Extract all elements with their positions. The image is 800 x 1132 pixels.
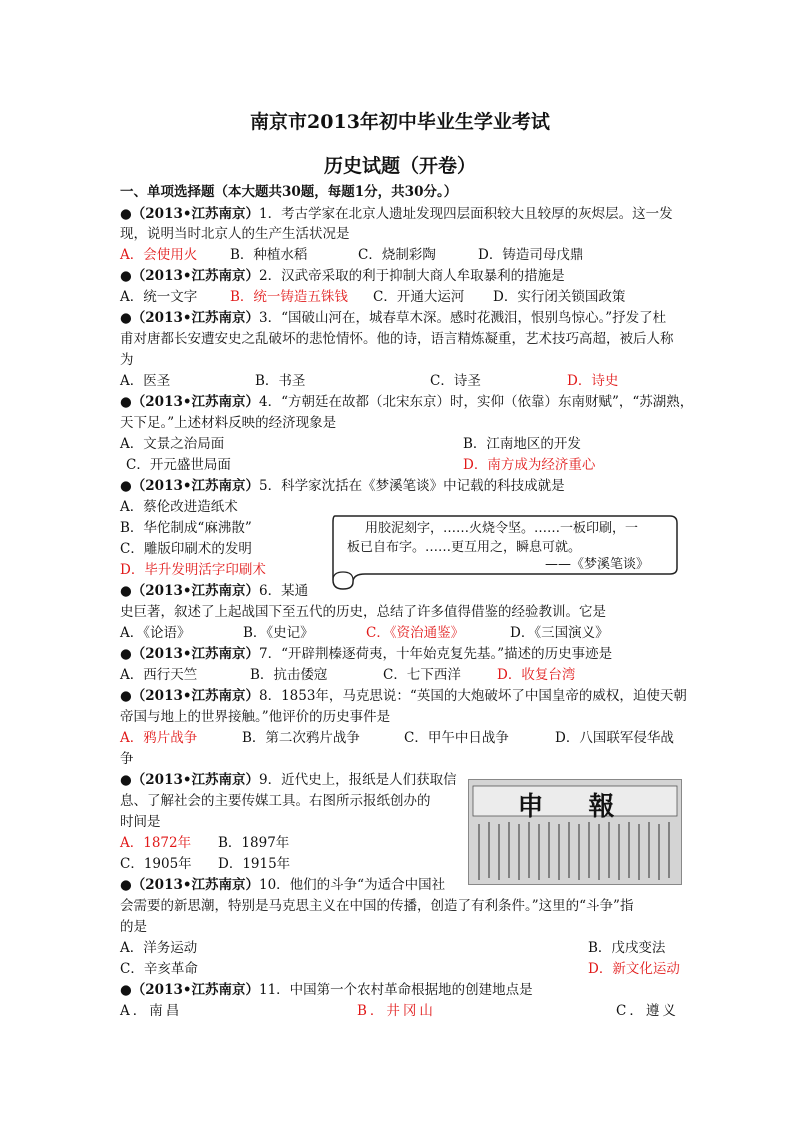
question-11-stem: ●（2013•江苏南京）11．中国第一个农村革命根据地的创建地点是 — [120, 982, 533, 998]
q6-option-a: A．《论语》 — [120, 625, 191, 641]
q1-option-d: D．铸造司母戊鼎 — [478, 247, 584, 263]
q9-option-b: B．1897年 — [218, 835, 290, 851]
q5-option-b: B．华佗制成“麻沸散” — [120, 520, 252, 536]
question-1-stem: ●（2013•江苏南京）1．考古学家在北京人遗址发现四层面积较大且较厚的灰烬层。这一发 — [120, 206, 673, 222]
q7-option-c: C．七下西洋 — [383, 667, 461, 683]
q1-option-c: C．烧制彩陶 — [358, 247, 436, 263]
q4-option-d: D．南方成为经济重心 — [463, 457, 596, 473]
exam-subtitle: 历史试题（开卷） — [323, 155, 476, 177]
q2-option-a: A．统一文字 — [120, 289, 198, 305]
question-9-stem: ●（2013•江苏南京）9．近代史上，报纸是人们获取信 — [120, 772, 457, 788]
q9-option-a: A．1872年 — [120, 835, 192, 851]
q7-option-d: D．收复台湾 — [497, 667, 576, 683]
question-3-stem-end: 为 — [120, 352, 134, 368]
q5-option-c: C．雕版印刷术的发明 — [120, 541, 252, 557]
quote-line-1: 用胶泥刻字，……火烧令坚。……一板印刷，一 — [365, 521, 639, 536]
q8-option-d: D．八国联军侵华战 — [555, 730, 674, 746]
q1-option-b: B．种植水稻 — [230, 247, 308, 263]
exam-title: 南京市2013年初中毕业生学业考试 — [250, 111, 550, 133]
question-3-stem-cont: 甫对唐都长安遭安史之乱破坏的悲怆情怀。他的诗，语言精炼凝重，艺术技巧高超，被后人称 — [120, 331, 674, 347]
question-3-stem: ●（2013•江苏南京）3．“国破山河在，城春草木深。感时花溅泪，恨别鸟惊心。”抒发了杜 — [120, 310, 667, 326]
q11-option-c: C．遵义 — [616, 1003, 679, 1019]
question-4-stem-cont: 天下足。”上述材料反映的经济现象是 — [120, 415, 337, 431]
q1-option-a: A．会使用火 — [120, 247, 198, 263]
q8-option-d-cont: 争 — [120, 751, 134, 767]
question-10-stem-end: 的是 — [120, 919, 147, 935]
q3-option-d: D．诗史 — [567, 373, 619, 389]
question-10-stem-cont: 会需要的新思潮，特别是马克思主义在中国的传播，创造了有利条件。”这里的“斗争”指 — [120, 898, 634, 914]
q8-option-b: B．第二次鸦片战争 — [242, 730, 360, 746]
q8-option-a: A．鸦片战争 — [120, 730, 198, 746]
q6-option-b: B．《史记》 — [243, 625, 314, 641]
q5-option-d: D．毕升发明活字印刷术 — [120, 562, 266, 578]
q5-option-a: A．蔡伦改进造纸术 — [120, 499, 238, 515]
question-5-stem: ●（2013•江苏南京）5．科学家沈括在《梦溪笔谈》中记载的科技成就是 — [120, 478, 565, 494]
question-9-stem-cont: 息、了解社会的主要传媒工具。右图所示报纸创办的 — [120, 793, 431, 809]
q2-option-b: B．统一铸造五铢钱 — [230, 289, 348, 305]
q3-option-a: A．医圣 — [120, 373, 171, 389]
question-1-stem-cont: 现，说明当时北京人的生产生活状况是 — [120, 226, 350, 242]
q2-option-c: C．开通大运河 — [373, 289, 465, 305]
question-10-stem: ●（2013•江苏南京）10．他们的斗争“为适合中国社 — [120, 877, 446, 893]
q9-option-d: D．1915年 — [218, 856, 291, 872]
quote-source: ——《梦溪笔谈》 — [545, 557, 650, 572]
q4-option-a: A．文景之治局面 — [120, 436, 225, 452]
q9-option-c: C．1905年 — [120, 856, 192, 872]
q4-option-c: C．开元盛世局面 — [126, 457, 231, 473]
q4-option-b: B．江南地区的开发 — [463, 436, 581, 452]
newspaper-masthead: 申 報 — [517, 792, 633, 822]
question-9-stem-end: 时间是 — [120, 814, 161, 830]
q3-option-b: B．书圣 — [255, 373, 306, 389]
q6-option-d: D．《三国演义》 — [510, 625, 609, 641]
question-4-stem: ●（2013•江苏南京）4．“方朝廷在故都（北宋东京）时，实仰（依靠）东南财赋”，“苏湖熟， — [120, 394, 694, 410]
question-6-stem-cont: 史巨著，叙述了上起战国下至五代的历史，总结了许多值得借鉴的经验教训。它是 — [120, 604, 606, 620]
quote-scroll — [325, 510, 680, 590]
shenbao-newspaper-image — [468, 779, 682, 885]
q10-option-b: B．戊戌变法 — [588, 940, 666, 956]
q8-option-c: C．甲午中日战争 — [404, 730, 509, 746]
q10-option-c: C．辛亥革命 — [120, 961, 198, 977]
question-2-stem: ●（2013•江苏南京）2．汉武帝采取的利于抑制大商人牟取暴利的措施是 — [120, 268, 565, 284]
q7-option-b: B．抗击倭寇 — [250, 667, 328, 683]
q2-option-d: D．实行闭关锁国政策 — [493, 289, 626, 305]
q3-option-c: C．诗圣 — [430, 373, 481, 389]
question-8-stem: ●（2013•江苏南京）8．1853年，马克思说：“英国的大炮破坏了中国皇帝的威权，迫使天朝 — [120, 688, 687, 704]
question-6-stem: ●（2013•江苏南京）6．某通 — [120, 583, 309, 599]
q11-option-b: B．井冈山 — [357, 1003, 436, 1019]
quote-line-2: 板已自布字。……更互用之，瞬息可就。 — [347, 540, 582, 555]
question-7-stem: ●（2013•江苏南京）7．“开辟荆榛逐荷夷，十年始克复先基。”描述的历史事迹是 — [120, 646, 613, 662]
q11-option-a: A．南昌 — [120, 1003, 183, 1019]
question-8-stem-cont: 帝国与地上的世界接触。”他评价的历史事件是 — [120, 709, 391, 725]
q7-option-a: A．西行天竺 — [120, 667, 198, 683]
q10-option-a: A．洋务运动 — [120, 940, 198, 956]
q6-option-c: C．《资治通鉴》 — [366, 625, 465, 641]
q10-option-d: D．新文化运动 — [588, 961, 680, 977]
section-heading: 一、单项选择题（本大题共30题，每题1分，共30分。） — [120, 184, 458, 200]
